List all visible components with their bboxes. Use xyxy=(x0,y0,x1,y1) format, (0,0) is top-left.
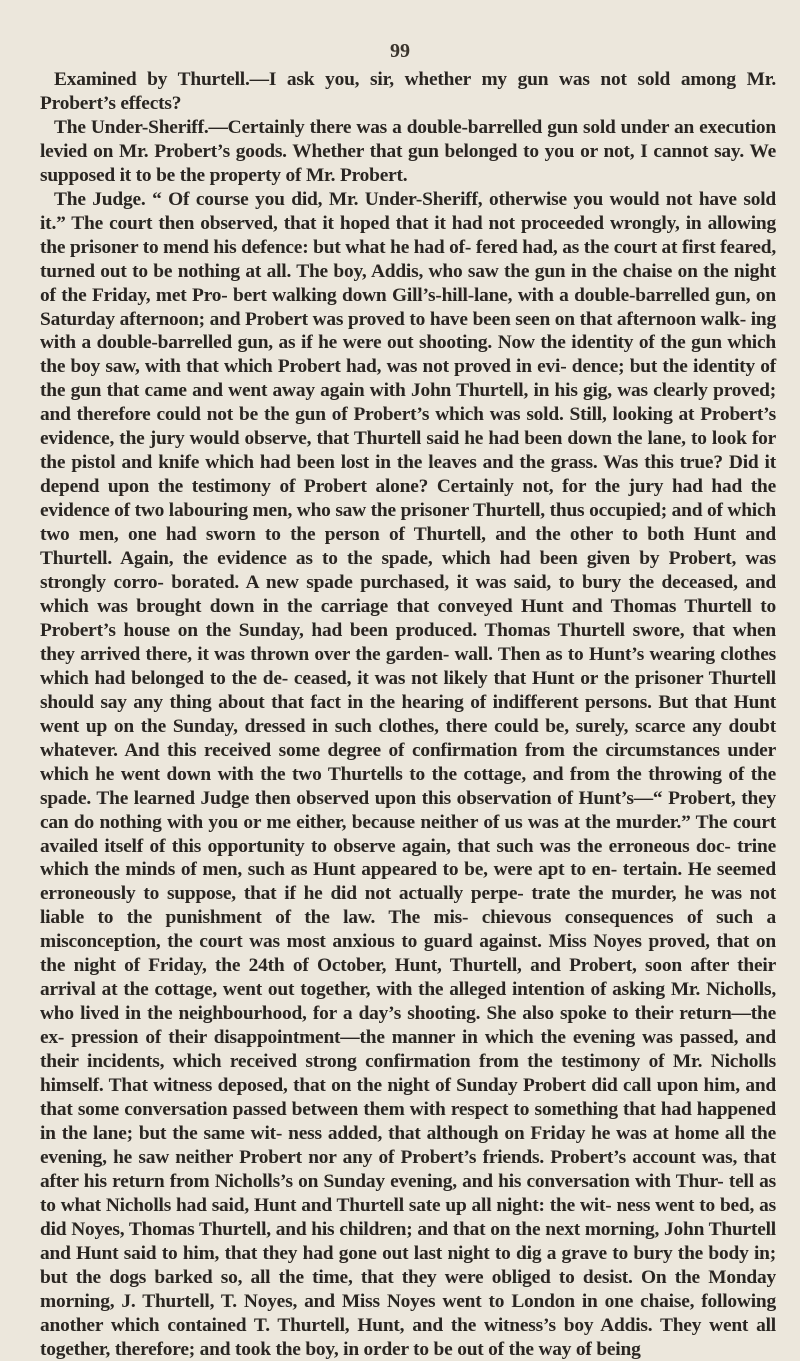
page-body-text xyxy=(40,68,776,1361)
paragraph-under-sheriff: The Under-Sheriff.—Certainly there was a double-barrelled gun sold under an execution levied on Mr. Probert’s goods. Whether that gun belonged to you or not, I cannot say. We supposed it to be the property of Mr. Probert. xyxy=(40,116,776,186)
page-number: 99 xyxy=(390,40,410,62)
paragraph-examined-by-thurtell: Examined by Thurtell.—I ask you, sir, whether my gun was not sold among Mr. Probert’s effects? xyxy=(40,69,776,114)
paragraph-judge-summation: The Judge. “ Of course you did, Mr. Under-Sheriff, otherwise you would not have sold it.” The court then observed, that it hoped that it had not proceeded wrongly, in allowing the prisoner to mend his defence: but what he had of- fered had, as the court at first feared, turned out to be nothing at all. The boy, Addis, who saw the gun in the chaise on the night of the Friday, met Pro- bert walking down Gill’s-hill-lane, with a double-barrelled gun, on Saturday afternoon; and Probert was proved to have been seen on that afternoon walk- ing with a double-barrelled gun, as if he were out shooting. Now the identity of the gun which the boy saw, with that which Probert had, was not proved in evi- dence; but the identity of the gun that came and went away again with John Thurtell, in his gig, was clearly proved; and therefore could not be the gun of Probert’s which was sold. Still, looking at Probert’s evidence, the jury would observe, that Thurtell said he had been down the lane, to look for the pistol and knife which had been lost in the leaves and the grass. Was this true? Did it depend upon the testimony of Probert alone? Certainly not, for the jury had had the evidence of two labouring men, who saw the prisoner Thurtell, thus occupied; and of which two men, one had sworn to the person of Thurtell, and the other to both Hunt and Thurtell. Again, the evidence as to the spade, which had been given by Probert, was strongly corro- borated. A new spade purchased, it was said, to bury the deceased, and which was brought down in the carriage that conveyed Hunt and Thomas Thurtell to Probert’s house on the Sunday, had been produced. Thomas Thurtell swore, that when they arrived there, it was thrown over the garden- wall. Then as to Hunt’s wearing clothes which had belonged to the de- ceased, it was not likely that Hunt or the prisoner Thurtell should say any thing about that fact in the hearing of indifferent persons. But that Hunt went up on the Sunday, dressed in such clothes, there could be, surely, scarce any doubt whatever. And this received some degree of confirmation from the circumstances under which he went down with the two Thurtells to the cottage, and from the throwing of the spade. The learned Judge then observed upon this observation of Hunt’s—“ Probert, they can do nothing with you or me either, because neither of us was at the murder.” The court availed itself of this opportunity to observe again, that such was the erroneous doc- trine which the minds of men, such as Hunt appeared to be, were apt to en- tertain. He seemed erroneously to suppose, that if he did not actually perpe- trate the murder, he was not liable to the punishment of the law. The mis- chievous consequences of such a misconception, the court was most anxious to guard against. Miss Noyes proved, that on the night of Friday, the 24th of October, Hunt, Thurtell, and Probert, soon after their arrival at the cottage, went out together, with the alleged intention of asking Mr. Nicholls, who lived in the neighbourhood, for a day’s shooting. She also spoke to their return—the ex- pression of their disappointment—the manner in which the evening was passed, and their incidents, which received strong confirmation from the testimony of Mr. Nicholls himself. That witness deposed, that on the night of Sunday Probert did call upon him, and that some conversation passed between them with respect to something that had happened in the lane; but the same wit- ness added, that although on Friday he was at home all the evening, he saw neither Probert nor any of Probert’s friends. Probert’s account was, that after his return from Nicholls’s on Sunday evening, and his conversation with Thur- tell as to what Nicholls had said, Hunt and Thurtell sate up all night: the wit- ness went to bed, as did Noyes, Thomas Thurtell, and his children; and that on the next morning, John Thurtell and Hunt said to him, that they had gone out last night to dig a grave to bury the body in; but the dogs barked so, all the time, that they were obliged to desist. On the Monday morning, J. Thurtell, T. Noyes, and Miss Noyes went to London in one chaise, following another which contained T. Thurtell, Hunt, and the witness’s boy Addis. They went all together, therefore; and took the boy, in order to be out of the way of being xyxy=(40,188,776,1360)
